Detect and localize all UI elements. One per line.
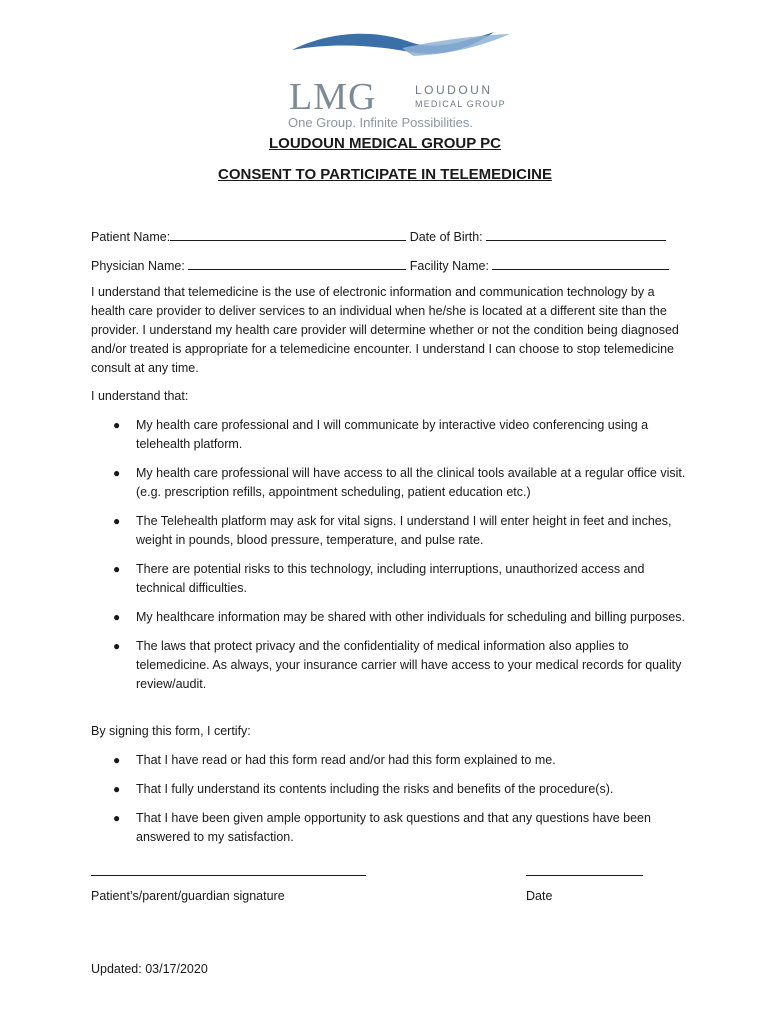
list-item: ● My health care professional will have access to all the clinical tools available at a regular office visit. (e.g. prescription refills, appointment scheduling, patient education etc.) [113, 466, 686, 499]
patient-name-label: Patient Name: [91, 230, 171, 244]
physician-name-field[interactable] [188, 258, 406, 270]
wave-icon [282, 28, 520, 78]
patient-dob-row [91, 229, 666, 244]
list-item: ● The Telehealth platform may ask for vital signs. I understand I will enter height in feet and inches, weight in pounds, blood pressure, temperature, and pulse rate. [113, 514, 672, 547]
list-item: ● There are potential risks to this technology, including interruptions, unauthorized access and technical difficulties. [113, 562, 645, 595]
list-item: ● My health care professional and I will communicate by interactive video conferencing using a telehealth platform. [113, 418, 649, 451]
intro-paragraph: I understand that telemedicine is the use of electronic information and communication technology by a health care provider to deliver services to an individual when he/she is located at a different site than the provider. I understand my health care provider will determine whether or not the condition being diagnosed and/or treated is appropriate for a telemedicine encounter. I understand I can choose to stop telemedicine consult at any time. [91, 285, 679, 375]
certify-label: By signing this form, I certify: [91, 724, 251, 738]
facility-name-field[interactable] [492, 258, 669, 270]
bullet-icon: ● [113, 610, 121, 624]
list-item: ● That I have read or had this form read and/or had this form explained to me. [91, 751, 691, 770]
org-title: LOUDOUN MEDICAL GROUP PC [269, 135, 501, 152]
list-item: ● The laws that protect privacy and the confidentiality of medical information also applies to telemedicine. As always, your insurance carrier will have access to your medical records for quality review/audit. [113, 639, 682, 691]
dob-label: Date of Birth: [409, 230, 483, 244]
logo-tagline: One Group. Infinite Possibilities. [288, 115, 473, 130]
signature-line[interactable] [91, 875, 366, 876]
patient-name-field[interactable] [170, 229, 406, 241]
list-item: ● My healthcare information may be shared with other individuals for scheduling and billing purposes. [91, 608, 691, 627]
bullet-icon: ● [113, 639, 121, 653]
form-title: CONSENT TO PARTICIPATE IN TELEMEDICINE [218, 166, 552, 183]
bullet-icon: ● [113, 811, 121, 825]
bullet-icon: ● [113, 466, 121, 480]
logo-name-line2: MEDICAL GROUP [415, 99, 506, 109]
bullet-icon: ● [113, 418, 121, 432]
understand-list [91, 416, 691, 694]
dob-field[interactable] [486, 229, 666, 241]
understand-label: I understand that: [91, 389, 189, 403]
physician-name-label: Physician Name: [91, 259, 185, 273]
bullet-icon: ● [113, 782, 121, 796]
bullet-icon: ● [113, 562, 121, 576]
lmg-logo [282, 28, 520, 130]
logo-mark: LMG [289, 76, 377, 118]
bullet-icon: ● [113, 753, 121, 767]
certify-list [91, 751, 691, 847]
physician-facility-row [91, 258, 669, 273]
signature-label: Patient’s/parent/guardian signature [91, 889, 285, 903]
date-line[interactable] [526, 875, 643, 876]
date-label: Date [526, 889, 553, 903]
list-item: ● That I fully understand its contents including the risks and benefits of the procedure(s). [91, 780, 691, 799]
facility-name-label: Facility Name: [409, 259, 489, 273]
list-item: ● That I have been given ample opportunity to ask questions and that any questions have been answered to my satisfaction. [113, 811, 651, 844]
logo-name-line1: LOUDOUN [415, 83, 493, 97]
bullet-icon: ● [113, 514, 121, 528]
updated-date: Updated: 03/17/2020 [91, 962, 208, 976]
